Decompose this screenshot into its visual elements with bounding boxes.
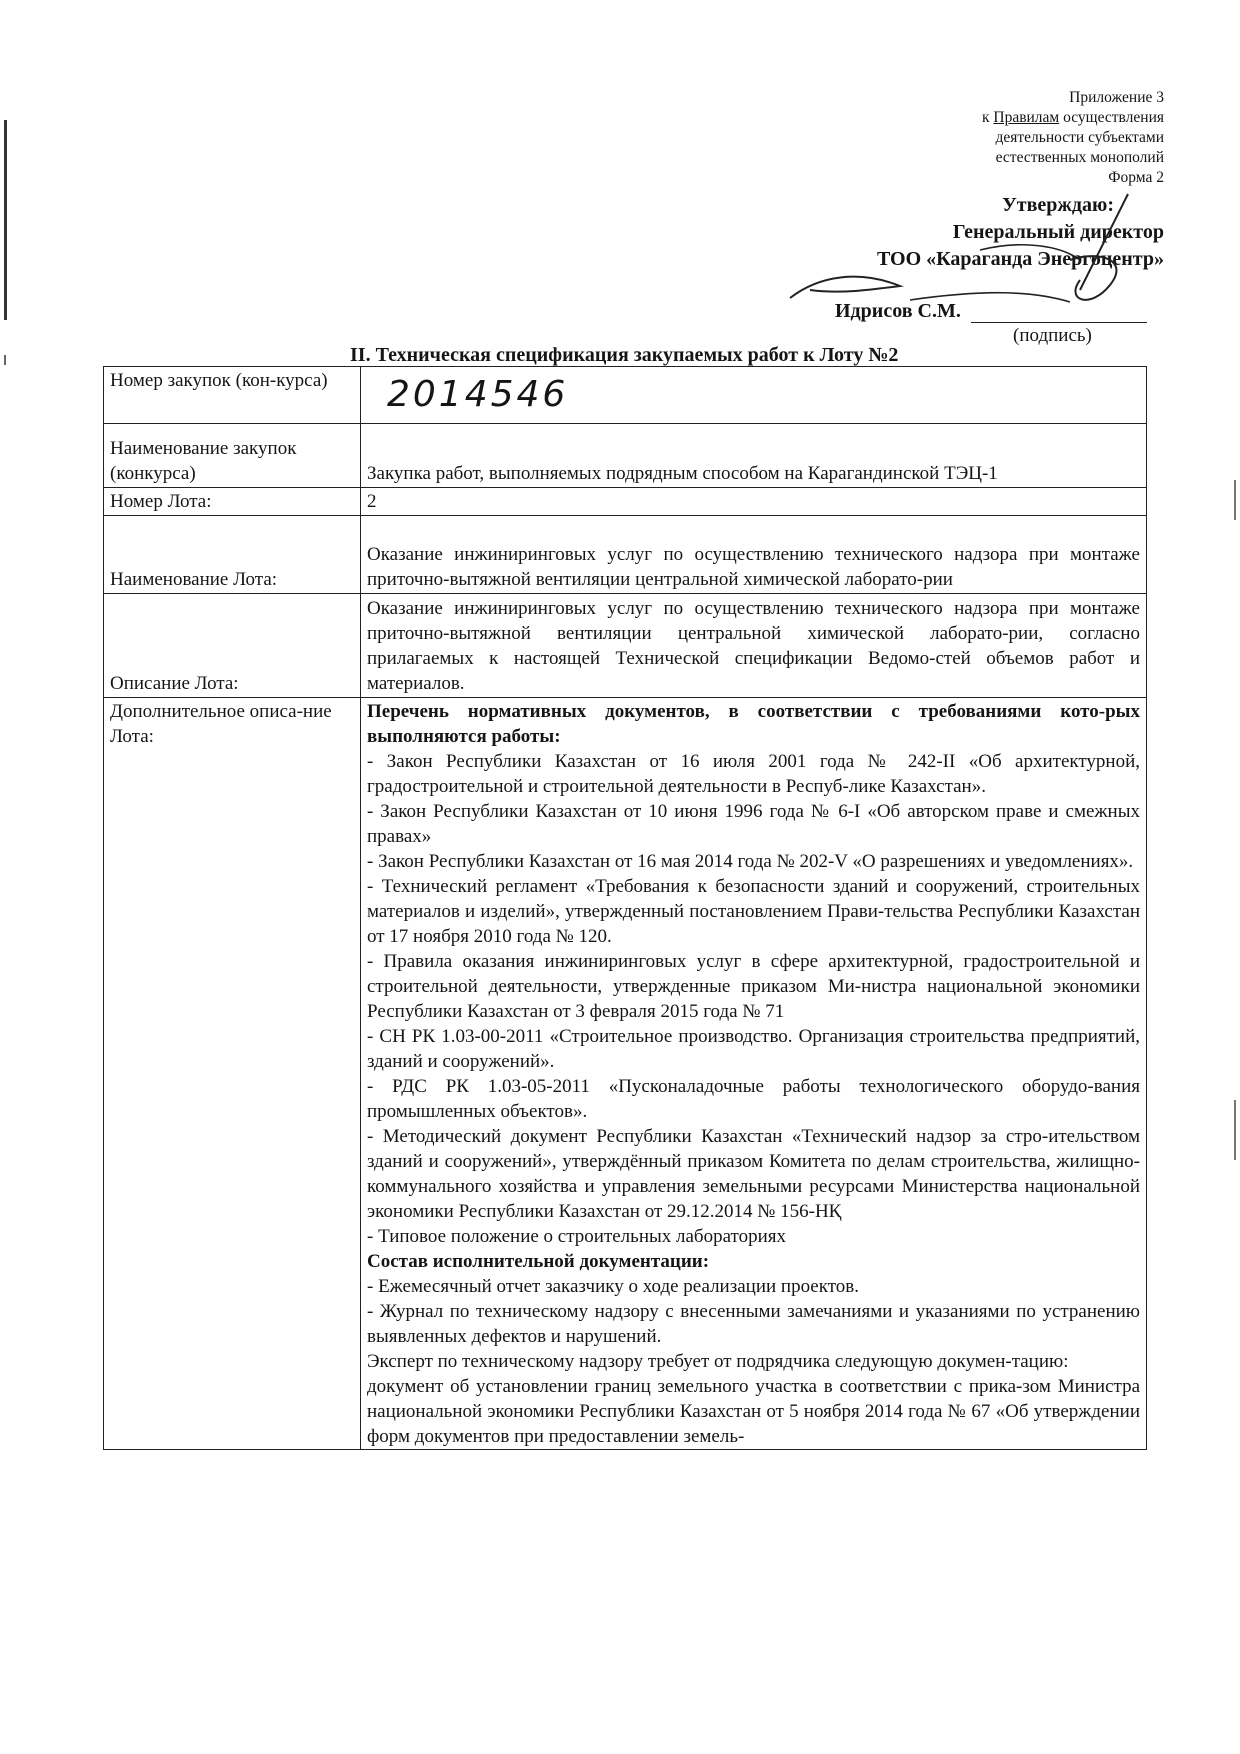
- specification-table: [103, 366, 1147, 1450]
- row-value: Оказание инжиниринговых услуг по осуществлению технического надзора при монтаже приточно-вытяжной вентиляции центральной химической лаборато-рии, согласно прилагаемых к настоящей Технической спецификации Ведомо-стей объемов работ и материалов.: [361, 594, 1147, 698]
- section-heading: Состав исполнительной документации:: [367, 1251, 710, 1272]
- approver-position: Генеральный директор: [952, 221, 1164, 243]
- scan-edge-mark: [1234, 1100, 1236, 1160]
- row-value: [361, 367, 1147, 424]
- table-row: [104, 488, 1147, 516]
- section-heading: Перечень нормативных документов, в соответствии с требованиями кото-рых выполняются работы:: [367, 701, 1140, 747]
- list-item: Эксперт по техническому надзору требует от подрядчика следующую докумен-тацию:: [367, 1351, 1069, 1372]
- annex-line: Приложение 3: [1069, 89, 1164, 106]
- list-item: - Журнал по техническому надзору с внесенными замечаниями и указаниями по устранению выявленных дефектов и нарушений.: [367, 1301, 1140, 1347]
- rules-link[interactable]: Правилам: [993, 109, 1060, 126]
- list-item: - Правила оказания инжиниринговых услуг в сфере архитектурной, градостроительной и строительной деятельности, утвержденные приказом Ми-нистра национальной экономики Республики Казахстан от 3 февраля 2015 года № 71: [367, 951, 1140, 1022]
- annex-line: [982, 108, 1164, 128]
- list-item: - РДС РК 1.03-05-2011 «Пусконаладочные работы технологического оборудо-вания промышленных объектов».: [367, 1076, 1140, 1122]
- row-label: Наименование Лота:: [104, 516, 361, 594]
- annex-header: [982, 88, 1164, 188]
- annex-suffix: осуществления: [1059, 109, 1164, 126]
- handwritten-purchase-number: 2014546: [387, 374, 569, 415]
- approver-company: ТОО «Караганда Энергоцентр»: [876, 248, 1164, 270]
- list-item: - Закон Республики Казахстан от 16 июля 2001 года № 242-II «Об архитектурной, градостроительной и строительной деятельности в Респуб-лике Казахстан».: [367, 751, 1140, 797]
- row-value: Закупка работ, выполняемых подрядным способом на Карагандинской ТЭЦ-1: [361, 424, 1147, 488]
- table-row: [104, 367, 1147, 424]
- row-value: [361, 698, 1147, 1450]
- approve-label: Утверждаю:: [1002, 194, 1114, 216]
- row-value: Оказание инжиниринговых услуг по осуществлению технического надзора при монтаже приточно-вытяжной вентиляции центральной химической лаборато-рии: [361, 516, 1147, 594]
- scan-edge-mark: [4, 355, 6, 365]
- page-title: II. Техническая спецификация закупаемых работ к Лоту №2: [350, 344, 899, 366]
- annex-prefix: к: [981, 109, 994, 126]
- row-label: Наименование закупок (конкурса): [104, 424, 361, 488]
- scan-edge-mark: [1234, 480, 1236, 520]
- scan-edge-mark: [4, 120, 7, 320]
- form-number: Форма 2: [1108, 169, 1164, 186]
- signature-caption: (подпись): [1013, 325, 1092, 346]
- table-row: [104, 698, 1147, 1450]
- approver-name: Идрисов С.М.: [835, 300, 961, 322]
- row-label: Номер Лота:: [104, 488, 361, 516]
- list-item: - Методический документ Республики Казахстан «Технический надзор за стро-ительством зданий и сооружений», утверждённый приказом Комитета по делам строительства, жилищно-коммунального хозяйства и управления земельными ресурсами Министерства национальной экономики Республики Казахстан от 29.12.2014 № 156-НҚ: [367, 1126, 1140, 1222]
- list-item: - Ежемесячный отчет заказчику о ходе реализации проектов.: [367, 1276, 859, 1297]
- row-label: Описание Лота:: [104, 594, 361, 698]
- annex-line: деятельности субъектами: [995, 129, 1164, 146]
- signature-line: [835, 300, 1147, 323]
- table-row: [104, 424, 1147, 488]
- row-value: 2: [361, 488, 1147, 516]
- paragraph: документ об установлении границ земельного участка в соответствии с прика-зом Министра национальной экономики Республики Казахстан от 5 ноября 2014 года № 67 «Об утверждении форм документов при предоставлении земель-: [367, 1376, 1140, 1447]
- list-item: - Закон Республики Казахстан от 16 мая 2014 года № 202-V «О разрешениях и уведомлениях».: [367, 851, 1134, 872]
- row-label: Номер закупок (кон-курса): [104, 367, 361, 424]
- row-label: Дополнительное описа-ние Лота:: [104, 698, 361, 1450]
- list-item: - Типовое положение о строительных лабораториях: [367, 1226, 786, 1247]
- list-item: - СН РК 1.03-00-2011 «Строительное производство. Организация строительства предприятий, зданий и сооружений».: [367, 1026, 1140, 1072]
- signature-blank: [971, 302, 1147, 323]
- table-row: [104, 594, 1147, 698]
- list-item: - Технический регламент «Требования к безопасности зданий и сооружений, строительных материалов и изделий», утвержденный постановлением Прави-тельства Республики Казахстан от 17 ноября 2010 года № 120.: [367, 876, 1140, 947]
- list-item: - Закон Республики Казахстан от 10 июня 1996 года № 6-I «Об авторском праве и смежных правах»: [367, 801, 1140, 847]
- table-row: [104, 516, 1147, 594]
- annex-line: естественных монополий: [995, 149, 1164, 166]
